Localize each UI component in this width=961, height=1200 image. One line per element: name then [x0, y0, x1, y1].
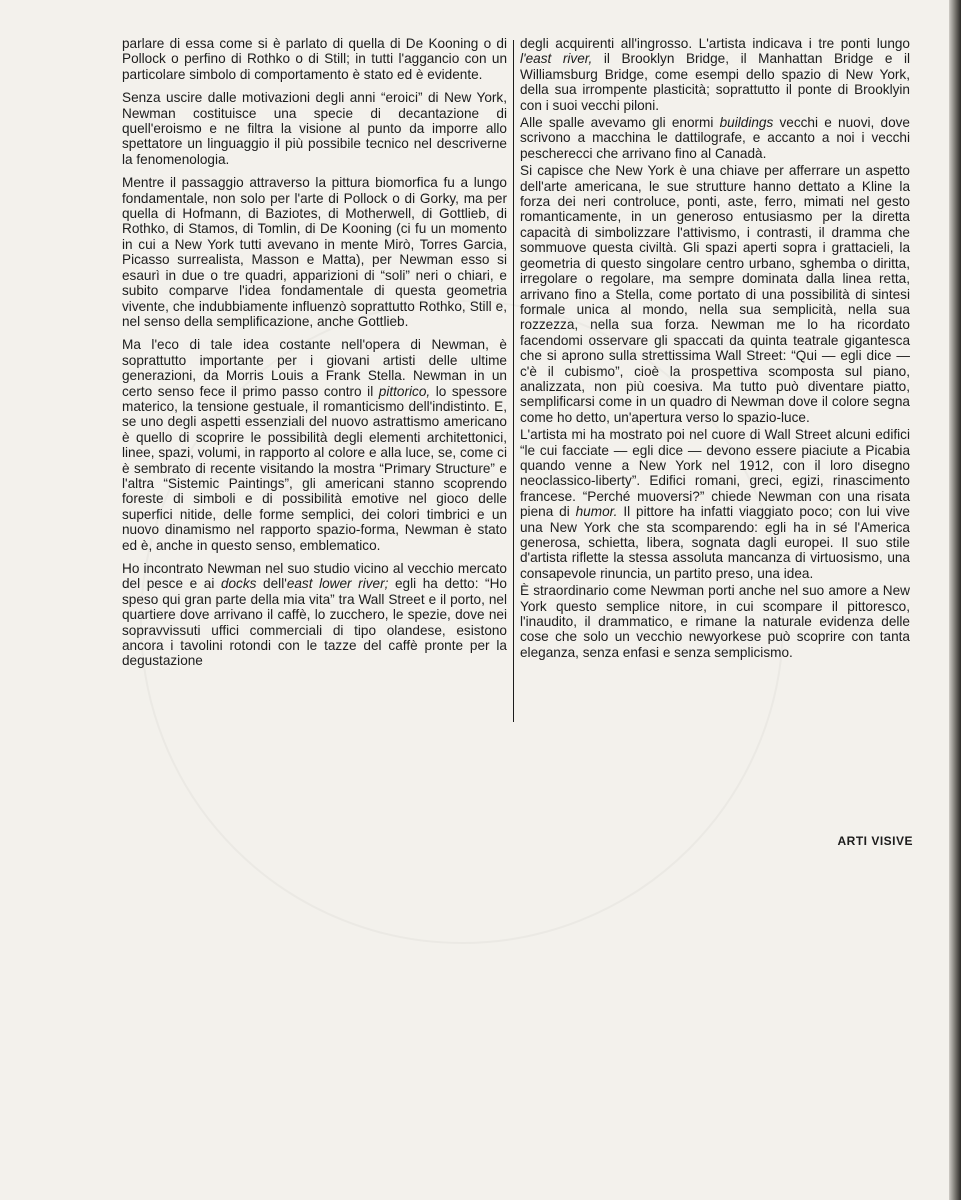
italic-text: docks — [220, 576, 257, 592]
paragraph — [520, 115, 910, 161]
paragraph — [520, 583, 910, 660]
paragraph — [122, 337, 507, 553]
paragraph-text: parlare di essa come si è parlato di quella di De Kooning o di Pollock o perfino di Rothko o di Still; in tutti l'aggancio con un particolare simbolo di comportamento è stato ed è evidente. — [122, 36, 507, 82]
paragraph-text: il Brooklyn Bridge, il Manhattan Bridge e il Williamsburg Bridge, come esempi dello spazio di New York, della sua irrompente plasticità; soprattutto il ponte di Brooklyin con i suoi vecchi piloni. — [520, 51, 910, 113]
column-divider — [513, 40, 514, 722]
paragraph-text: Ma l'eco di tale idea costante nell'opera di Newman, è soprattutto importante per i giovani artisti delle ultime generazioni, da Morris Louis a Frank Stella. Newman in un certo senso fece il primo passo contro il — [122, 337, 507, 399]
paragraph-text: Ho incontrato Newman nel suo studio vicino al vecchio mercato del pesce e ai — [122, 561, 507, 592]
section-label: ARTI VISIVE — [837, 834, 913, 848]
italic-text: east lower river; — [286, 576, 389, 592]
text-column-left — [122, 36, 507, 677]
text-column-right — [520, 36, 910, 662]
paragraph — [520, 36, 910, 113]
paragraph-text: Senza uscire dalle motivazioni degli anni “eroici” di New York, Newman costituisce una specie di decantazione di quell'eroismo e ne filtra la visione al punto da imporre allo spettatore un linguaggio il più possibile tecnico nel descriverne la fenomenologia. — [122, 90, 507, 167]
paragraph-text: vecchi e nuovi, dove scrivono a macchina le dattilografe, e accanto a noi i vecchi pescherecci che arrivano fino al Canadà. — [520, 115, 910, 161]
paragraph — [520, 427, 910, 581]
paragraph-text: Si capisce che New York è una chiave per afferrare un aspetto dell'arte americana, le sue strutture hanno dettato a Kline la forza dei neri controluce, ponti, aste, ferro, mimati nel gesto romanticamente, in un generoso entusiasmo per la diretta capacità di simbolizzare l'attivismo, i contrasti, il dramma che sommuove questa civiltà. Gli spazi aperti sopra i grattacieli, la geometria di questo singolare centro urbano, sghemba o diritta, irregolare o regolare, ma sempre dominata dalla linea retta, arrivano fino a Stella, come portato di una possibilità di sintesi formale unica al mondo, nella sua semplicità, nella sua rozzezza, nella sua forza. Newman me lo ha ricordato facendomi osservare gli spaccati da quinta teatrale gigantesca che si aprono sulla strettissima Wall Street: “Qui — egli dice — c'è il cubismo”, cioè la prospettiva scomposta sul piano, analizzata, non più coesiva. Ma tutto può diventare piatto, semplificarsi come in un quadro di Newman dove il colore segna come ho detto, un'apertura verso lo spazio-luce. — [520, 163, 910, 425]
paragraph-text: lo spessore materico, la tensione gestuale, il romanticismo dell'indistinto. E, se uno degli aspetti essenziali del nuovo astrattismo americano è quello di scoprire le possibilità degli elementi architettonici, linee, spazi, volumi, in rapporto al colore e alla luce, se, come ci è sembrato di recente visitando la mostra “Primary Structure” e l'altra “Sistemic Paintings”, gli americani stanno scoprendo foreste di simboli e di possibilità emotive nel gioco delle superfici nitide, delle forme semplici, dei colori timbrici e un nuovo dinamismo nel rapporto spazio-forma, Newman è stato ed è, anche in questo senso, emblematico. — [122, 383, 508, 553]
paragraph — [122, 561, 507, 669]
paragraph — [520, 163, 910, 425]
italic-text: humor. — [575, 504, 618, 520]
paragraph-text: Il pittore ha infatti viaggiato poco; con lui vive una New York che sta scomparendo: egli ha in sé l'America generosa, schietta, libera, sognata dagli europei. Il suo stile d'artista riflette la stessa assoluta mancanza di virtuosismo, una consapevole rinuncia, un partito preso, una idea. — [520, 504, 910, 581]
paragraph-text: Alle spalle avevamo gli enormi — [520, 115, 720, 131]
paragraph — [122, 175, 507, 329]
paragraph — [122, 90, 507, 167]
paragraph-text: dell' — [256, 576, 287, 592]
page-edge-shadow — [949, 0, 961, 1200]
italic-text: l'east river, — [520, 51, 593, 67]
paragraph — [122, 36, 507, 82]
paragraph-text: L'artista mi ha mostrato poi nel cuore di Wall Street alcuni edifici “le cui facciate — egli dice — devono essere piaciute a Picabia quando venne a New York nel 1912, con il loro disegno neoclassico-liberty”. Edifici romani, greci, egizi, rinascimento francese. “Perché muoversi?” chiede Newman con una risata piena di — [520, 427, 910, 520]
italic-text: buildings — [719, 115, 774, 131]
paragraph-text: È straordinario come Newman porti anche nel suo amore a New York questo semplice nitore, in cui scompare il pittoresco, l'inaudito, il drammatico, e rimane la naturale evidenza delle cose che solo un vecchio newyorkese può scoprire con tanta eleganza, senza enfasi e senza semplicismo. — [520, 583, 910, 660]
paragraph-text: Mentre il passaggio attraverso la pittura biomorfica fu a lungo fondamentale, non solo per l'arte di Pollock o di Gorky, ma per quella di Hofmann, di Baziotes, di Motherwell, di Gottlieb, di Rothko, di Stamos, di Tomlin, di De Kooning (ci fu un momento in cui a New York tutti avevano in mente Mirò, Torres Garcia, Picasso surrealista, Masson e Matta), per Newman esso si esaurì in due o tre quadri, apparizioni di “soli” neri o chiari, e subito comparve l'idea fondamentale di questa geometria vivente, che indubbiamente influenzò soprattutto Rothko, Still e, nel senso della semplificazione, anche Gottlieb. — [122, 175, 507, 329]
paragraph-text: egli ha detto: “Ho speso qui gran parte della mia vita” tra Wall Street e il porto, nel quartiere dove arrivano il caffè, lo zucchero, le spezie, dove nei sopravvissuti uffici commerciali di tipo olandese, esistono ancora i tavolini rotondi con le tazze del caffè pronte per la degustazione — [122, 576, 507, 669]
italic-text: pittorico, — [378, 383, 431, 399]
paragraph-text: degli acquirenti all'ingrosso. L'artista indicava i tre ponti lungo — [520, 36, 910, 51]
